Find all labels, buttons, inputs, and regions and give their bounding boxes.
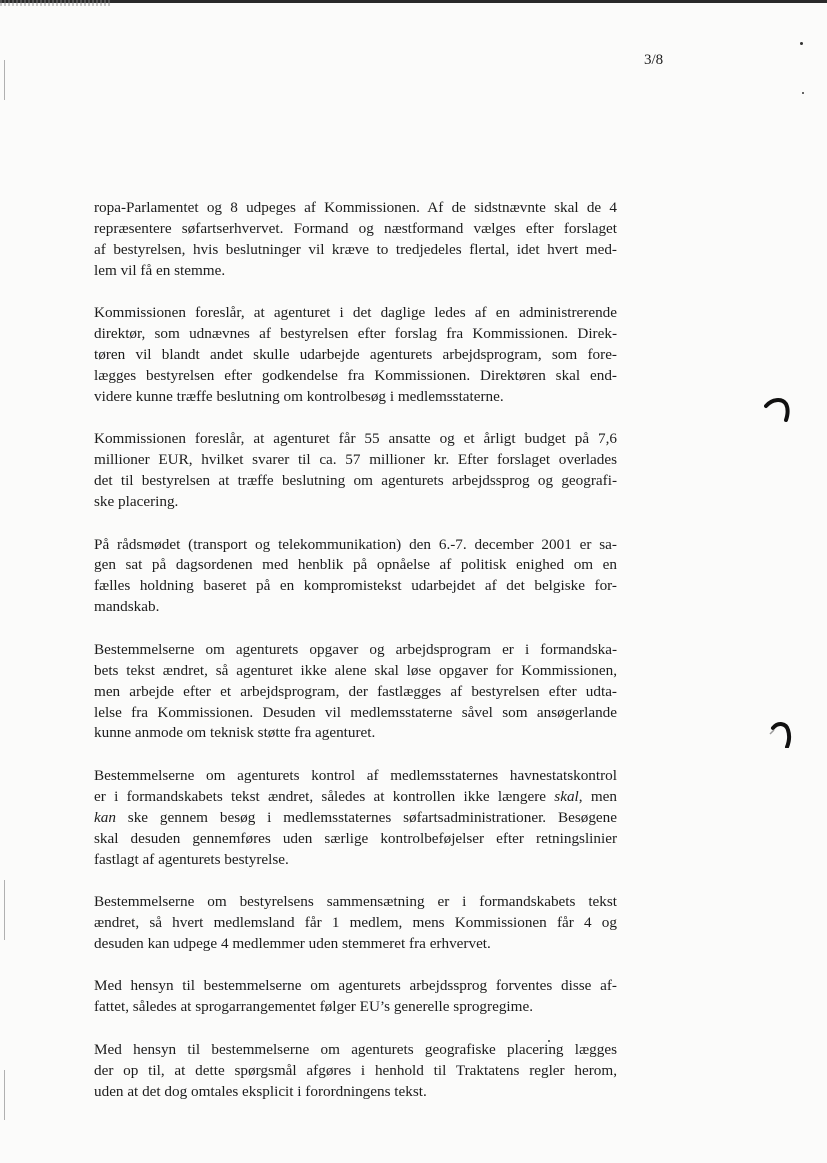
text-line: uden at det dog omtales eksplicit i forordningens tekst. bbox=[94, 1082, 427, 1100]
text-line: mandskab. bbox=[94, 598, 160, 616]
text-line: tøren vil blandt andet skulle udarbejde agenturets arbejdsprogram, som fore- bbox=[94, 346, 617, 364]
text-segment: ske gennem besøg i medlemsstaternes søfartsadministrationer. Besøgene bbox=[115, 808, 617, 826]
document-body bbox=[94, 198, 617, 1124]
text-line: ropa-Parlamentet og 8 udpeges af Kommissionen. Af de sidstnævnte skal de 4 bbox=[94, 199, 617, 216]
text-line bbox=[94, 787, 617, 808]
text-line: ske placering. bbox=[94, 493, 179, 511]
text-line bbox=[94, 808, 617, 829]
text-line: Med hensyn til bestemmelserne om agenturets geografiske placering lægges bbox=[94, 1040, 617, 1058]
text-line: Bestemmelserne om bestyrelsens sammensætning er i formandskabets tekst bbox=[94, 893, 617, 911]
text-line: skal desuden gennemføres uden særlige kontrolbeføjelser efter retningslinier bbox=[94, 829, 617, 847]
text-line: lægges bestyrelsen efter godkendelse fra Kommissionen. Direktøren skal end- bbox=[94, 366, 617, 384]
text-line: fastlagt af agenturets bestyrelse. bbox=[94, 850, 289, 868]
text-line: direktør, som udnævnes af bestyrelsen efter forslag fra Kommissionen. Direk- bbox=[94, 325, 617, 343]
punch-hole-mark bbox=[768, 722, 794, 748]
paragraph bbox=[94, 303, 617, 408]
text-line: men arbejde efter et arbejdsprogram, der fastlægges af bestyrelsen efter udta- bbox=[94, 682, 617, 700]
punch-hole-mark bbox=[764, 398, 790, 422]
text-line: På rådsmødet (transport og telekommunikation) den 6.-7. december 2001 er sa- bbox=[94, 535, 617, 553]
text-line: Med hensyn til bestemmelserne om agenturets arbejdssprog forventes disse af- bbox=[94, 977, 617, 995]
text-line: ændret, så hvert medlemsland får 1 medlem, mens Kommissionen får 4 og bbox=[94, 913, 617, 931]
text-line: Kommissionen foreslår, at agenturet i det daglige ledes af en administrerende bbox=[94, 304, 617, 322]
text-line: det til bestyrelsen at træffe beslutning om agenturets arbejdssprog og geografi- bbox=[94, 472, 617, 490]
text-line: gen sat på dagsordenen med henblik på opnåelse af politisk enighed om en bbox=[94, 556, 617, 574]
scan-left-edge bbox=[4, 1070, 5, 1120]
paragraph bbox=[94, 535, 617, 619]
text-segment: , men bbox=[578, 787, 617, 805]
scan-left-edge bbox=[4, 60, 5, 100]
paragraph bbox=[94, 1040, 617, 1103]
text-line: fattet, således at sprogarrangementet følger EU’s generelle sprogregime. bbox=[94, 998, 533, 1016]
text-line: repræsentere søfartserhvervet. Formand og næstformand vælges efter forslaget bbox=[94, 219, 617, 237]
page-number: 3/8 bbox=[644, 52, 664, 68]
scan-speck bbox=[802, 92, 804, 94]
text-line: lelse fra Kommissionen. Desuden vil medlemsstaterne såvel som ansøgerlande bbox=[94, 703, 617, 721]
paragraph bbox=[94, 640, 617, 745]
paragraph bbox=[94, 766, 617, 871]
text-line: millioner EUR, hvilket svarer til ca. 57 millioner kr. Efter forslaget overlades bbox=[94, 451, 617, 469]
text-segment: er i formandskabets tekst ændret, således at kontrollen ikke længere bbox=[94, 787, 555, 805]
text-line: Bestemmelserne om agenturets opgaver og arbejdsprogram er i formandska- bbox=[94, 640, 617, 658]
scan-speck bbox=[800, 42, 803, 45]
text-line: Kommissionen foreslår, at agenturet får 55 ansatte og et årligt budget på 7,6 bbox=[94, 430, 617, 448]
text-line: fælles holdning baseret på en kompromistekst udarbejdet af det belgiske for- bbox=[94, 577, 617, 595]
text-line: desuden kan udpege 4 medlemmer uden stemmeret fra erhvervet. bbox=[94, 934, 491, 952]
scan-left-edge bbox=[4, 880, 5, 940]
text-line: lem vil få en stemme. bbox=[94, 261, 226, 279]
italic-word: kan bbox=[94, 808, 116, 826]
scan-top-noise bbox=[0, 0, 110, 6]
text-line: kunne anmode om teknisk støtte fra agenturet. bbox=[94, 724, 376, 742]
italic-word: skal bbox=[554, 787, 579, 805]
text-line: bets tekst ændret, så agenturet ikke alene skal løse opgaver for Kommissionen, bbox=[94, 661, 617, 679]
text-line: der op til, at dette spørgsmål afgøres i henhold til Traktatens regler herom, bbox=[94, 1061, 617, 1079]
paragraph bbox=[94, 976, 617, 1018]
paragraph bbox=[94, 429, 617, 513]
text-line: af bestyrelsen, hvis beslutninger vil kræve to tredjedeles flertal, idet hvert med- bbox=[94, 240, 617, 258]
text-line: videre kunne træffe beslutning om kontrolbesøg i medlemsstaterne. bbox=[94, 387, 504, 405]
paragraph bbox=[94, 892, 617, 955]
text-line: Bestemmelserne om agenturets kontrol af medlemsstaternes havnestatskontrol bbox=[94, 766, 617, 784]
scan-top-rule bbox=[0, 0, 827, 3]
paragraph bbox=[94, 198, 617, 282]
